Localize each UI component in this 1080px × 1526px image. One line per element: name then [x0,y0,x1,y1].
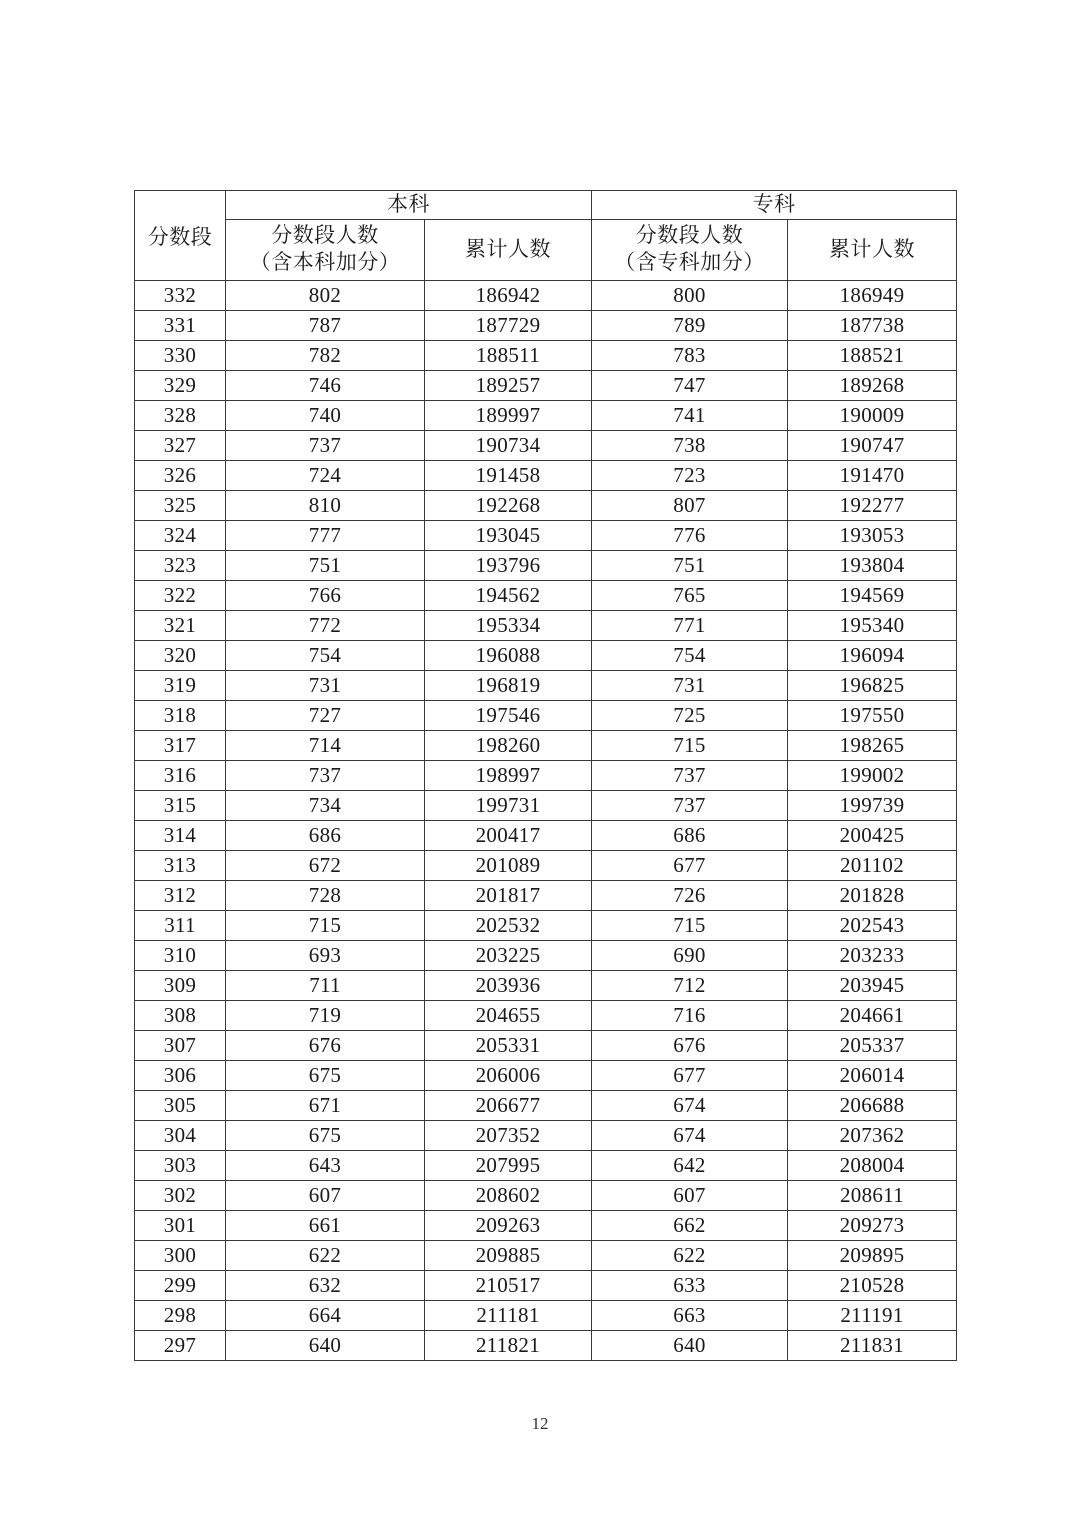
cell-college-count: 674 [592,1091,788,1121]
undergrad-cumulative-label: 累计人数 [465,237,551,261]
cell-college-cumulative: 193804 [788,551,957,581]
cell-undergrad-count: 772 [226,611,425,641]
cell-college-count: 754 [592,641,788,671]
cell-college-cumulative: 199739 [788,791,957,821]
cell-college-cumulative: 208611 [788,1181,957,1211]
cell-undergrad-cumulative: 194562 [425,581,592,611]
cell-undergrad-count: 724 [226,461,425,491]
cell-undergrad-count: 782 [226,341,425,371]
cell-college-count: 741 [592,401,788,431]
cell-undergrad-cumulative: 210517 [425,1271,592,1301]
cell-undergrad-count: 728 [226,881,425,911]
cell-score-segment: 308 [135,1001,226,1031]
cell-college-count: 807 [592,491,788,521]
cell-score-segment: 332 [135,281,226,311]
cell-undergrad-cumulative: 187729 [425,311,592,341]
cell-college-cumulative: 193053 [788,521,957,551]
cell-undergrad-cumulative: 202532 [425,911,592,941]
cell-undergrad-cumulative: 200417 [425,821,592,851]
cell-undergrad-count: 787 [226,311,425,341]
column-header-undergrad-segment-count [226,220,425,281]
cell-college-cumulative: 208004 [788,1151,957,1181]
cell-college-count: 738 [592,431,788,461]
cell-undergrad-cumulative: 211181 [425,1301,592,1331]
cell-score-segment: 318 [135,701,226,731]
table-row [135,731,957,761]
cell-college-count: 690 [592,941,788,971]
cell-college-cumulative: 203233 [788,941,957,971]
cell-score-segment: 299 [135,1271,226,1301]
cell-college-count: 737 [592,761,788,791]
cell-score-segment: 322 [135,581,226,611]
cell-score-segment: 320 [135,641,226,671]
cell-college-count: 640 [592,1331,788,1361]
cell-undergrad-count: 607 [226,1181,425,1211]
cell-college-count: 716 [592,1001,788,1031]
table-row [135,461,957,491]
cell-college-cumulative: 192277 [788,491,957,521]
cell-undergrad-count: 686 [226,821,425,851]
cell-score-segment: 300 [135,1241,226,1271]
cell-college-cumulative: 190009 [788,401,957,431]
cell-college-count: 747 [592,371,788,401]
cell-college-cumulative: 194569 [788,581,957,611]
cell-undergrad-count: 746 [226,371,425,401]
cell-undergrad-count: 676 [226,1031,425,1061]
cell-college-count: 674 [592,1121,788,1151]
cell-undergrad-cumulative: 191458 [425,461,592,491]
cell-college-cumulative: 198265 [788,731,957,761]
cell-undergrad-count: 737 [226,761,425,791]
table-row [135,551,957,581]
cell-college-count: 789 [592,311,788,341]
cell-score-segment: 312 [135,881,226,911]
table-row [135,1301,957,1331]
cell-college-cumulative: 187738 [788,311,957,341]
cell-undergrad-cumulative: 186942 [425,281,592,311]
cell-score-segment: 303 [135,1151,226,1181]
cell-college-count: 622 [592,1241,788,1271]
cell-college-count: 677 [592,851,788,881]
cell-undergrad-cumulative: 198997 [425,761,592,791]
cell-undergrad-count: 802 [226,281,425,311]
cell-undergrad-count: 640 [226,1331,425,1361]
cell-college-cumulative: 209273 [788,1211,957,1241]
table-row [135,851,957,881]
cell-undergrad-cumulative: 195334 [425,611,592,641]
table-row [135,491,957,521]
college-count-label-line1: 分数段人数 [635,224,744,248]
cell-undergrad-cumulative: 192268 [425,491,592,521]
header-row-groups [135,191,957,220]
cell-college-count: 751 [592,551,788,581]
table-row [135,1241,957,1271]
cell-score-segment: 326 [135,461,226,491]
cell-college-count: 726 [592,881,788,911]
table-row [135,1151,957,1181]
cell-undergrad-count: 632 [226,1271,425,1301]
cell-college-count: 633 [592,1271,788,1301]
table-row [135,1211,957,1241]
cell-undergrad-count: 719 [226,1001,425,1031]
cell-undergrad-count: 810 [226,491,425,521]
cell-undergrad-cumulative: 209885 [425,1241,592,1271]
cell-undergrad-cumulative: 211821 [425,1331,592,1361]
cell-undergrad-count: 661 [226,1211,425,1241]
cell-undergrad-cumulative: 190734 [425,431,592,461]
cell-undergrad-cumulative: 196819 [425,671,592,701]
cell-undergrad-cumulative: 203936 [425,971,592,1001]
cell-undergrad-count: 693 [226,941,425,971]
cell-college-cumulative: 207362 [788,1121,957,1151]
table-row [135,911,957,941]
cell-college-cumulative: 199002 [788,761,957,791]
table-row [135,941,957,971]
cell-score-segment: 302 [135,1181,226,1211]
table-row [135,971,957,1001]
cell-score-segment: 331 [135,311,226,341]
cell-undergrad-cumulative: 197546 [425,701,592,731]
cell-undergrad-cumulative: 205331 [425,1031,592,1061]
table-body [135,281,957,1361]
cell-score-segment: 309 [135,971,226,1001]
score-distribution-table-container [134,190,956,1361]
cell-college-cumulative: 203945 [788,971,957,1001]
cell-score-segment: 330 [135,341,226,371]
table-row [135,1271,957,1301]
cell-college-count: 677 [592,1061,788,1091]
cell-score-segment: 325 [135,491,226,521]
table-row [135,881,957,911]
cell-score-segment: 315 [135,791,226,821]
cell-undergrad-cumulative: 203225 [425,941,592,971]
column-header-score-segment: 分数段 [135,191,226,281]
cell-undergrad-count: 727 [226,701,425,731]
page-number: 12 [531,1414,549,1433]
table-row [135,1001,957,1031]
table-row [135,701,957,731]
cell-college-count: 725 [592,701,788,731]
undergrad-count-label-line2: （含本科加分） [249,251,401,274]
table-row [135,401,957,431]
cell-undergrad-cumulative: 201817 [425,881,592,911]
cell-undergrad-count: 777 [226,521,425,551]
cell-college-cumulative: 210528 [788,1271,957,1301]
cell-college-count: 607 [592,1181,788,1211]
cell-college-count: 663 [592,1301,788,1331]
cell-score-segment: 306 [135,1061,226,1091]
cell-college-cumulative: 196094 [788,641,957,671]
college-cumulative-label: 累计人数 [829,237,915,261]
cell-college-cumulative: 211191 [788,1301,957,1331]
cell-undergrad-count: 740 [226,401,425,431]
cell-college-cumulative: 205337 [788,1031,957,1061]
cell-college-cumulative: 201102 [788,851,957,881]
table-row [135,761,957,791]
cell-college-cumulative: 196825 [788,671,957,701]
table-row [135,311,957,341]
table-row [135,671,957,701]
cell-score-segment: 307 [135,1031,226,1061]
cell-undergrad-count: 672 [226,851,425,881]
cell-college-count: 715 [592,911,788,941]
column-group-header-undergraduate: 本科 [226,191,592,220]
cell-college-count: 765 [592,581,788,611]
table-row [135,1031,957,1061]
cell-college-cumulative: 206688 [788,1091,957,1121]
cell-college-cumulative: 188521 [788,341,957,371]
cell-college-cumulative: 197550 [788,701,957,731]
cell-undergrad-cumulative: 188511 [425,341,592,371]
cell-undergrad-cumulative: 206006 [425,1061,592,1091]
cell-undergrad-count: 751 [226,551,425,581]
cell-college-count: 776 [592,521,788,551]
cell-score-segment: 305 [135,1091,226,1121]
cell-undergrad-cumulative: 207352 [425,1121,592,1151]
cell-undergrad-count: 711 [226,971,425,1001]
cell-college-cumulative: 209895 [788,1241,957,1271]
cell-score-segment: 316 [135,761,226,791]
cell-undergrad-count: 734 [226,791,425,821]
table-row [135,1331,957,1361]
cell-undergrad-count: 664 [226,1301,425,1331]
cell-undergrad-cumulative: 209263 [425,1211,592,1241]
header-row-subcolumns [135,220,957,281]
table-row [135,641,957,671]
cell-undergrad-cumulative: 204655 [425,1001,592,1031]
table-row [135,431,957,461]
column-header-college-cumulative [788,220,957,281]
cell-college-cumulative: 195340 [788,611,957,641]
cell-score-segment: 319 [135,671,226,701]
cell-college-count: 642 [592,1151,788,1181]
cell-college-cumulative: 200425 [788,821,957,851]
cell-score-segment: 304 [135,1121,226,1151]
cell-score-segment: 321 [135,611,226,641]
table-row [135,341,957,371]
cell-score-segment: 327 [135,431,226,461]
cell-undergrad-cumulative: 199731 [425,791,592,821]
cell-college-cumulative: 204661 [788,1001,957,1031]
table-row [135,791,957,821]
table-row [135,1091,957,1121]
cell-score-segment: 323 [135,551,226,581]
cell-college-count: 731 [592,671,788,701]
cell-undergrad-count: 622 [226,1241,425,1271]
cell-college-cumulative: 191470 [788,461,957,491]
cell-undergrad-count: 715 [226,911,425,941]
cell-college-cumulative: 211831 [788,1331,957,1361]
table-row [135,281,957,311]
column-header-college-segment-count [592,220,788,281]
cell-undergrad-count: 671 [226,1091,425,1121]
table-row [135,611,957,641]
cell-undergrad-cumulative: 201089 [425,851,592,881]
cell-undergrad-count: 766 [226,581,425,611]
table-row [135,581,957,611]
cell-undergrad-count: 675 [226,1121,425,1151]
table-row [135,1181,957,1211]
cell-score-segment: 313 [135,851,226,881]
cell-college-count: 737 [592,791,788,821]
cell-college-cumulative: 186949 [788,281,957,311]
column-header-undergrad-cumulative [425,220,592,281]
cell-score-segment: 298 [135,1301,226,1331]
cell-undergrad-cumulative: 189257 [425,371,592,401]
undergrad-count-label-line1: 分数段人数 [271,224,379,248]
cell-undergrad-count: 675 [226,1061,425,1091]
cell-college-count: 800 [592,281,788,311]
table-row [135,371,957,401]
cell-college-count: 771 [592,611,788,641]
cell-college-count: 715 [592,731,788,761]
cell-score-segment: 311 [135,911,226,941]
cell-college-cumulative: 202543 [788,911,957,941]
cell-college-count: 686 [592,821,788,851]
cell-score-segment: 301 [135,1211,226,1241]
cell-undergrad-cumulative: 196088 [425,641,592,671]
cell-college-count: 723 [592,461,788,491]
cell-undergrad-count: 737 [226,431,425,461]
cell-undergrad-count: 731 [226,671,425,701]
table-row [135,521,957,551]
column-group-header-junior-college: 专科 [592,191,957,220]
cell-college-cumulative: 190747 [788,431,957,461]
cell-undergrad-cumulative: 189997 [425,401,592,431]
cell-undergrad-cumulative: 207995 [425,1151,592,1181]
cell-undergrad-count: 754 [226,641,425,671]
table-header [135,191,957,281]
cell-undergrad-cumulative: 193045 [425,521,592,551]
cell-undergrad-cumulative: 206677 [425,1091,592,1121]
cell-college-cumulative: 206014 [788,1061,957,1091]
cell-undergrad-cumulative: 198260 [425,731,592,761]
cell-score-segment: 310 [135,941,226,971]
cell-score-segment: 328 [135,401,226,431]
cell-score-segment: 314 [135,821,226,851]
table-row [135,821,957,851]
cell-college-count: 662 [592,1211,788,1241]
cell-college-count: 712 [592,971,788,1001]
cell-score-segment: 297 [135,1331,226,1361]
table-row [135,1121,957,1151]
cell-score-segment: 329 [135,371,226,401]
cell-score-segment: 324 [135,521,226,551]
cell-college-cumulative: 189268 [788,371,957,401]
cell-undergrad-cumulative: 193796 [425,551,592,581]
cell-undergrad-count: 643 [226,1151,425,1181]
cell-college-cumulative: 201828 [788,881,957,911]
score-distribution-table [134,190,957,1361]
college-count-label-line2: （含专科加分） [614,251,765,274]
cell-undergrad-cumulative: 208602 [425,1181,592,1211]
cell-college-count: 783 [592,341,788,371]
cell-college-count: 676 [592,1031,788,1061]
cell-undergrad-count: 714 [226,731,425,761]
cell-score-segment: 317 [135,731,226,761]
table-row [135,1061,957,1091]
